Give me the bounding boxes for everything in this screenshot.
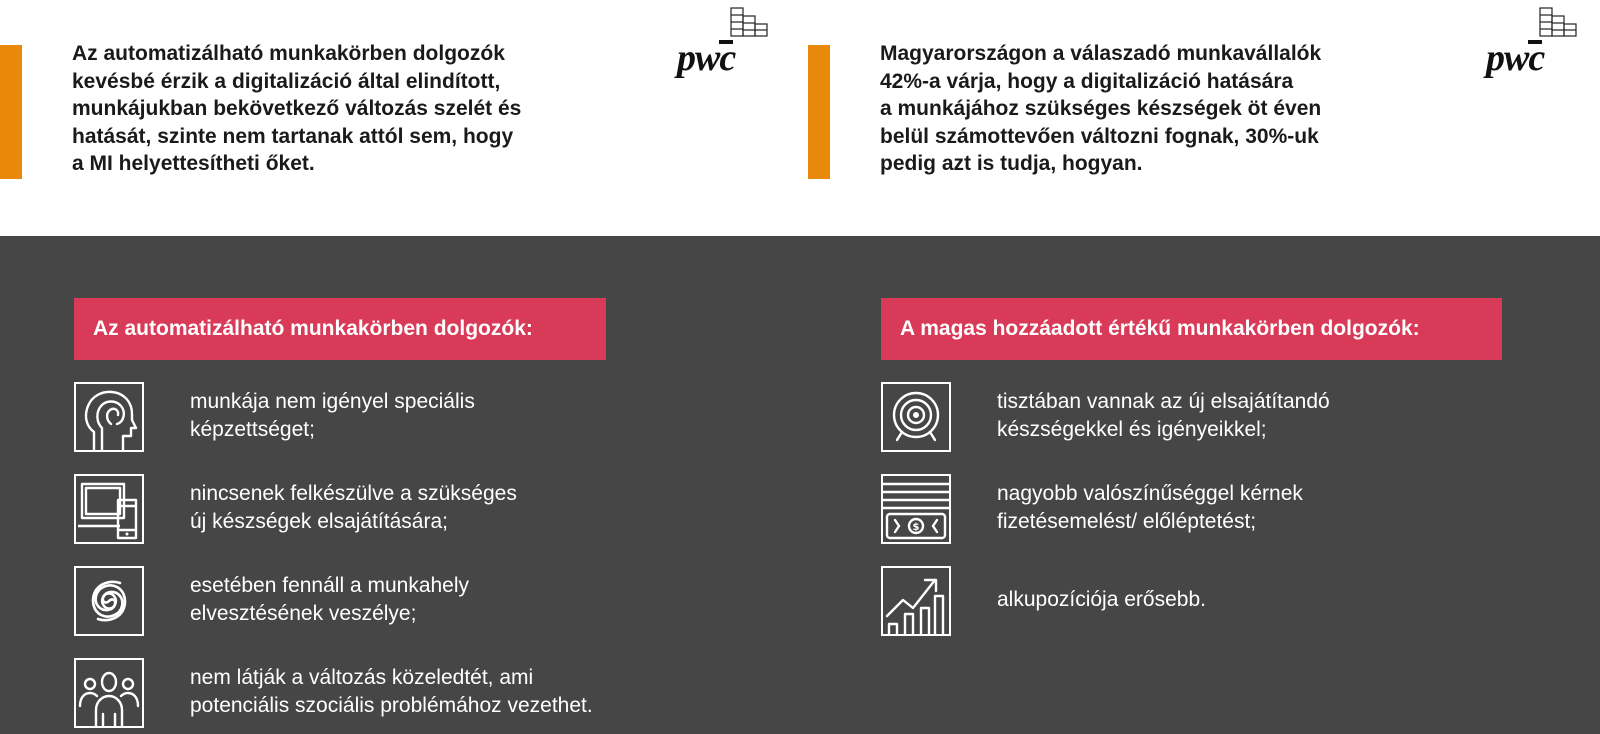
top-section (0, 0, 1600, 236)
list-item (74, 474, 674, 546)
icon-box (881, 566, 951, 636)
accent-bar-right (808, 45, 830, 179)
dark-section (0, 236, 1600, 734)
devices-icon (76, 476, 142, 542)
banknote-icon (883, 476, 949, 542)
item-text: nem látják a változás közeledtét, ami potenciális szociális problémához vezethet. (190, 666, 593, 717)
pwc-logo-text: pwc (677, 37, 736, 79)
right-panel-header: A magas hozzáadott értékű munkakörben dolgozók: (881, 298, 1502, 360)
icon-box (74, 566, 144, 636)
item-text: esetében fennáll a munkahely elvesztésének veszélye; (190, 574, 470, 625)
spiral-icon (76, 568, 142, 634)
list-item (881, 566, 1481, 638)
svg-text:$: $ (912, 522, 920, 533)
item-text: nincsenek felkészülve a szükséges új készségek elsajátítására; (190, 482, 517, 533)
list-item (74, 658, 674, 730)
left-panel-header: Az automatizálható munkakörben dolgozók: (74, 298, 606, 360)
icon-box (74, 382, 144, 452)
item-text: munkája nem igényel speciális képzettséget; (190, 390, 475, 441)
head-profile-icon (76, 384, 142, 450)
icon-box (74, 474, 144, 544)
icon-box (881, 382, 951, 452)
accent-bar-left (0, 45, 22, 179)
pwc-logo-right (1486, 6, 1586, 78)
icon-box (74, 658, 144, 728)
icon-box (881, 474, 951, 544)
list-item (74, 566, 674, 638)
target-icon (883, 384, 949, 450)
people-group-icon (76, 660, 142, 726)
list-item (881, 382, 1481, 454)
pwc-logo-left (677, 6, 777, 78)
statement-left: Az automatizálható munkakörben dolgozók kevésbé érzik a digitalizáció által elindított, munkájukban bekövetkező változás szelét és hatását, szinte nem tartanak attól sem, hogy a MI helyettesítheti őket. (72, 42, 522, 175)
list-item (881, 474, 1481, 546)
item-text: tisztában vannak az új elsajátítandó készségekkel és igényeikkel; (997, 390, 1330, 441)
statement-right: Magyarországon a válaszadó munkavállalók 42%-a várja, hogy a digitalizáció hatására a munkájához szükséges készségek öt éven belül számottevően változni fognak, 30%-uk pedig azt is tudja, hogyan. (880, 42, 1322, 175)
pwc-logo-text: pwc (1486, 37, 1545, 79)
list-item (74, 382, 674, 454)
item-text: alkupozíciója erősebb. (997, 588, 1206, 611)
item-text: nagyobb valószínűséggel kérnek fizetésemelést/ előléptetést; (997, 482, 1303, 533)
growth-chart-icon (883, 568, 949, 634)
